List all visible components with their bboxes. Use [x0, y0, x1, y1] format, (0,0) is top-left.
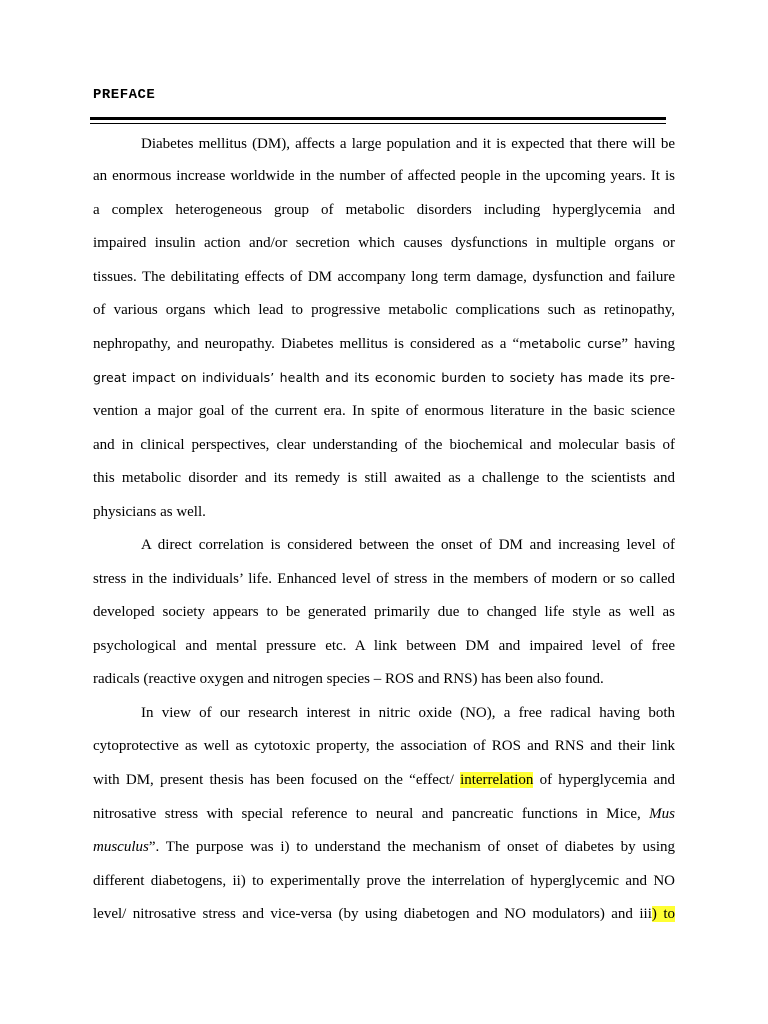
metabolic-curse-phrase: metabolic curse — [519, 336, 622, 351]
heading-rule-thick — [90, 117, 666, 120]
paragraph-1-line-3: a complex heterogeneous group of metabolic disorders including hyperglycemia and — [93, 202, 675, 218]
paragraph-1-line-7 — [93, 334, 675, 354]
highlighted-fragment: ) to — [651, 906, 675, 922]
paragraph-1-line-8: great impact on individuals’ health and its economic burden to society has made its pre- — [93, 370, 675, 385]
paragraph-3-line-2: cytoprotective as well as cytotoxic property, the association of ROS and RNS and their link — [93, 738, 675, 754]
paragraph-2-line-3: developed society appears to be generated primarily due to changed life style as well as — [93, 604, 675, 620]
paragraph-3-line-5 — [93, 837, 675, 857]
line-7-start: nephropathy, and neuropathy. Diabetes mellitus is considered as a “ — [93, 336, 520, 352]
species-name-genus: Mus — [649, 806, 675, 822]
paragraph-3-line-4 — [93, 804, 675, 824]
line-7-start: level/ nitrosative stress and vice-versa (by using diabetogen and NO modulators) and iii — [93, 906, 652, 922]
line-3-end: of hyperglycemia and — [533, 772, 675, 788]
line-4-start: nitrosative stress with special reference to neural and pancreatic functions in Mice, — [93, 806, 650, 822]
paragraph-1-line-5: tissues. The debilitating effects of DM accompany long term damage, dysfunction and failure — [93, 269, 675, 285]
paragraph-1-line-12: physicians as well. — [93, 504, 206, 520]
paragraph-2-line-2: stress in the individuals’ life. Enhanced level of stress in the members of modern or so called — [93, 571, 675, 587]
line-7-end: ” having — [621, 336, 675, 352]
paragraph-1-line-10: and in clinical perspectives, clear understanding of the biochemical and molecular basis of — [93, 437, 675, 453]
paragraph-3-line-3 — [93, 770, 675, 790]
paragraph-3-line-1: In view of our research interest in nitric oxide (NO), a free radical having both — [141, 705, 675, 721]
paragraph-2-line-4: psychological and mental pressure etc. A link between DM and impaired level of free — [93, 638, 675, 654]
paragraph-1-line-11: this metabolic disorder and its remedy is still awaited as a challenge to the scientists and — [93, 470, 675, 486]
paragraph-2-line-5: radicals (reactive oxygen and nitrogen species – ROS and RNS) has been also found. — [93, 671, 604, 687]
paragraph-2-line-1: A direct correlation is considered between the onset of DM and increasing level of — [141, 537, 675, 553]
heading-rule-thin — [90, 123, 666, 124]
paragraph-1-line-4: impaired insulin action and/or secretion which causes dysfunctions in multiple organs or — [93, 235, 675, 251]
paragraph-3-line-6: different diabetogens, ii) to experimentally prove the interrelation of hyperglycemic and NO — [93, 873, 675, 889]
line-3-start: with DM, present thesis has been focused on the “effect/ — [93, 772, 461, 788]
page-title: PREFACE — [93, 87, 156, 103]
paragraph-3-line-7 — [93, 904, 675, 924]
paragraph-1-line-6: of various organs which lead to progressive metabolic complications such as retinopathy, — [93, 302, 675, 318]
highlighted-word: interrelation — [460, 772, 534, 788]
paragraph-1-line-1: Diabetes mellitus (DM), affects a large population and it is expected that there will be — [141, 136, 675, 152]
species-name-epithet: musculus — [93, 839, 149, 855]
line-5-end: ”. The purpose was i) to understand the mechanism of onset of diabetes by using — [148, 839, 675, 855]
paragraph-1-line-2: an enormous increase worldwide in the number of affected people in the upcoming years. It is — [93, 168, 675, 184]
paragraph-1-line-9: vention a major goal of the current era. In spite of enormous literature in the basic science — [93, 403, 675, 419]
